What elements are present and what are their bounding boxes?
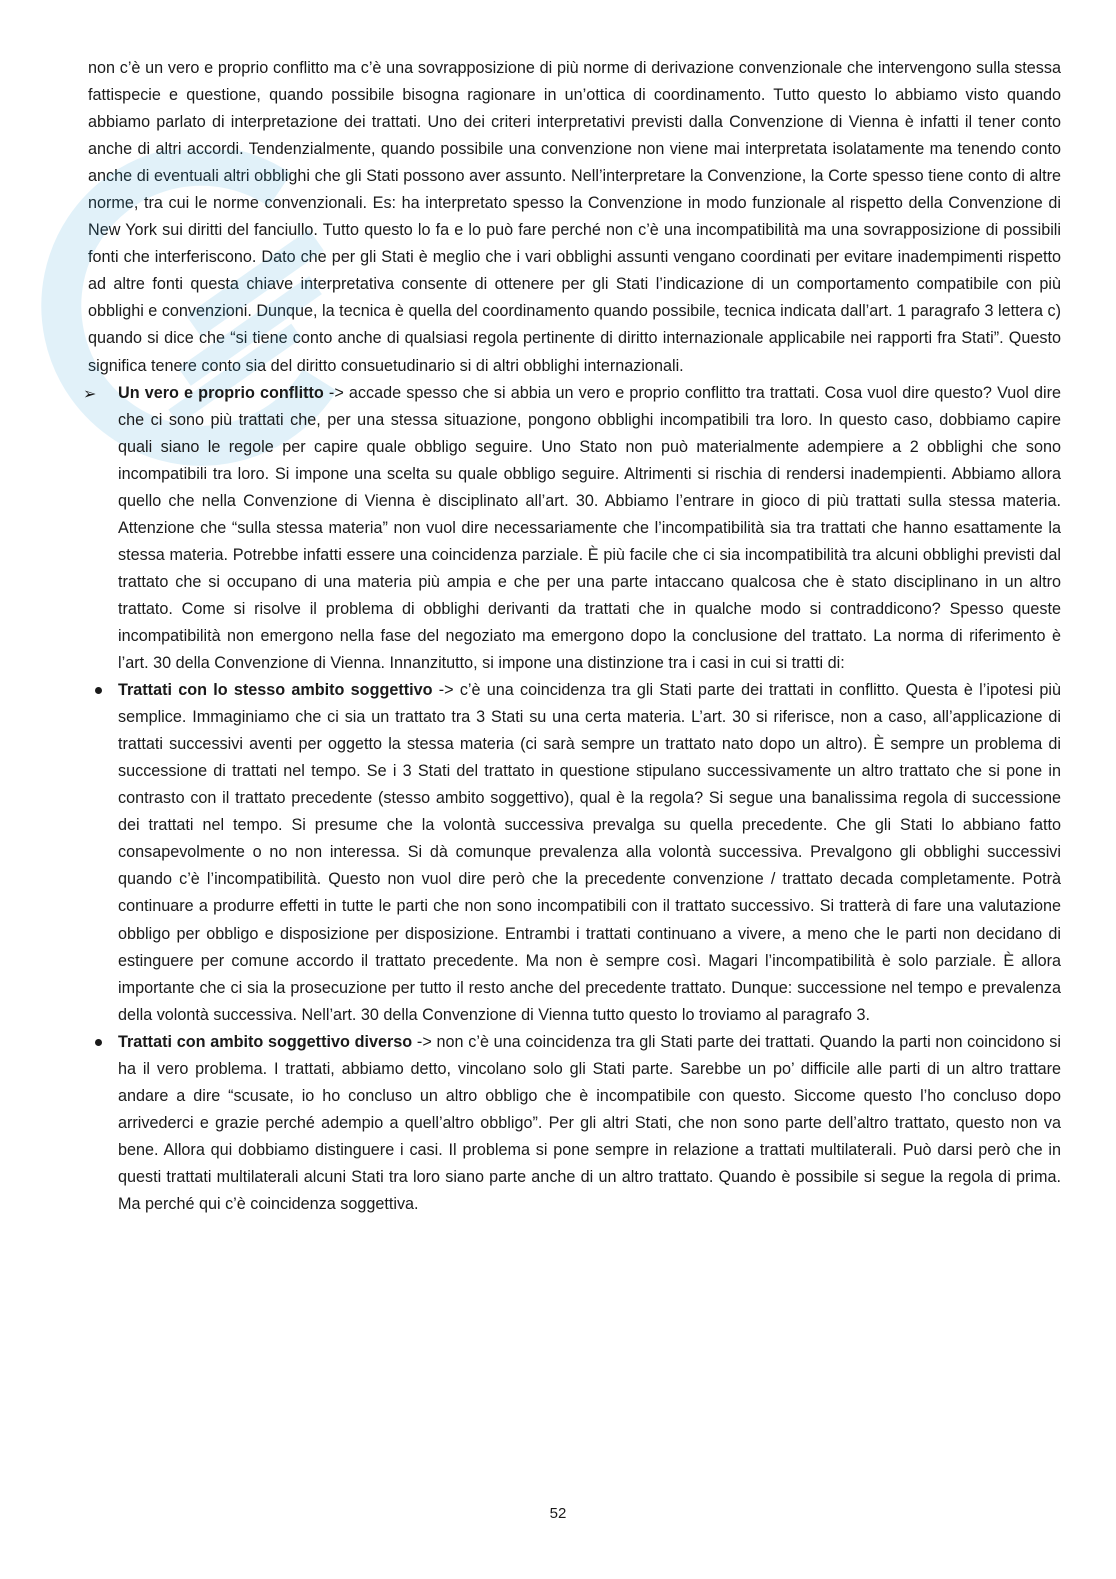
same-scope-heading: Trattati con lo stesso ambito soggettivo (118, 681, 433, 700)
different-scope-text: -> non c’è una coincidenza tra gli Stati parte dei trattati. Quando la parti non coincidono si ha il vero problema. I trattati, abbiamo detto, vincolano solo gli Stati parte. Sarebbe un po’ difficile alle parti di un altro trattare andare a dire “scusate, io ho concluso un altro obbligo che è incompatibile con questo. Siccome questo l’ho concluso dopo arrivederci e grazie perché adempio a quell’altro obbligo”. Per gli altri Stati, che non sono parte dell’altro trattato, questo non va bene. Allora qui dobbiamo distinguere i casi. Il problema si pone sempre in relazione a trattati multilaterali. Può darsi però che in questi trattati multilaterali alcuni Stati tra loro siano parte anche di un altro trattato. Quando è possibile si segue la regola di prima. Ma perché qui c’è coincidenza soggettiva. (118, 1032, 1062, 1213)
same-scope-bullet (118, 677, 1061, 1029)
conflict-heading: Un vero e proprio conflitto (118, 383, 324, 402)
conflict-text: -> accade spesso che si abbia un vero e proprio conflitto tra trattati. Cosa vuol dire questo? Vuol dire che ci sono più trattati che, per una stessa situazione, pongono obblighi incompatibili tra loro. In questo caso, dobbiamo capire quali siano le regole per capire quale obbligo seguire. Uno Stato non può materialmente adempiere a 2 obblighi che sono incompatibili tra loro. Si impone una scelta su quale obbligo seguire. Altrimenti si rischia di rendersi inadempienti. Abbiamo allora quello che nella Convenzione di Vienna è disciplinato all’art. 30. Abbiamo l’entrare in gioco di più trattati sulla stessa materia. Attenzione che “sulla stessa materia” non vuol dire necessariamente che l’incompatibilità sia tra trattati che hanno esattamente la stessa materia. Potrebbe infatti essere una coincidenza parziale. È più facile che ci sia incompatibilità tra alcuni obblighi previsti dal trattato che si occupano di una materia più ampia e che per una parte intaccano qualcosa che è stato disciplinano in un altro trattato. Come si risolve il problema di obblighi derivanti da trattati che in qualche modo si contraddicono? Spesso queste incompatibilità non emergono nella fase del negoziato ma emergono dopo la conclusione del trattato. La norma di riferimento è l’art. 30 della Convenzione di Vienna. Innanzitutto, si impone una distinzione tra i casi in cui si tratti di: (118, 383, 1061, 673)
page-number: 52 (549, 1505, 567, 1522)
intro-paragraph: non c’è un vero e proprio conflitto ma c’è una sovrapposizione di più norme di derivazione convenzionale che intervengono sulla stessa fattispecie e questione, quando possibile bisogna ragionare in un’ottica di coordinamento. Tutto questo lo abbiamo visto quando abbiamo parlato di interpretazione dei trattati. Uno dei criteri interpretativi previsti dalla Convenzione di Vienna è infatti il tener conto anche di altri accordi. Tendenzialmente, quando possibile una convenzione non viene mai interpretata isolatamente ma tenendo conto anche di eventuali altri obblighi che gli Stati possono aver assunto. Nell’interpretare la Convenzione, la Corte spesso tiene conto di altre norme, tra cui le norme convenzionali. Es: ha interpretato spesso la Convenzione in modo funzionale al rispetto della Convenzione di New York sui diritti del fanciullo. Tutto questo lo fa e lo può fare perché non c’è una incompatibilità ma una sovrapposizione di possibili fonti che interferiscono. Dato che per gli Stati è meglio che i vari obblighi assunti vengano coordinati per evitare inadempimenti rispetto ad altre fonti questa chiave interpretativa consente di ottenere per gli Stati l’indicazione di un comportamento compatibile con più obblighi e convenzioni. Dunque, la tecnica è quella del coordinamento quando possibile, tecnica indicata dall’art. 1 paragrafo 3 lettera c) quando si dice che “si tiene conto anche di qualsiasi regola pertinente di diritto internazionale applicabile nei rapporti fra Stati”. Questo significa tenere conto sia del diritto consuetudinario si di altri obblighi internazionali. (88, 59, 1061, 375)
same-scope-text: -> c’è una coincidenza tra gli Stati parte dei trattati in conflitto. Questa è l’ipotesi più semplice. Immaginiamo che ci sia un trattato tra 3 Stati su una certa materia. L’art. 30 si riferisce, non a caso, all’applicazione di trattati successivi aventi per oggetto la stessa materia (ci sarà sempre un trattato nato dopo un altro). È sempre un problema di successione di trattati nel tempo. Se i 3 Stati del trattato in questione stipulano successivamente un altro trattato che si pone in contrasto con il trattato precedente (stesso ambito soggettivo), qual è la regola? Si segue una banalissima regola di successione dei trattati nel tempo. Si presume che la volontà successiva prevalga su quella precedente. Che gli Stati lo abbiano fatto consapevolmente o no non interessa. Si dà comunque prevalenza alla volontà successiva. Prevalgono gli obblighi successivi quando c’è l’incompatibilità. Questo non vuol dire però che la precedente convenzione / trattato decada completamente. Potrà continuare a produrre effetti in tutte le parti che non sono incompatibili con il trattato successivo. Si tratterà di fare una valutazione obbligo per obbligo e disposizione per disposizione. Entrambi i trattati continuano a vivere, a meno che le parti non decidano di estinguere per comune accordo il trattato precedente. Ma non è sempre così. Magari l’incompatibilità è solo parziale. È allora importante che ci sia la prosecuzione per tutto il resto anche del precedente trattato. Dunque: successione nel tempo e prevalenza della volontà successiva. Nell’art. 30 della Convenzione di Vienna tutto questo lo troviamo al paragrafo 3. (118, 681, 1061, 1024)
different-scope-heading: Trattati con ambito soggettivo diverso (118, 1032, 413, 1051)
different-scope-bullet (118, 1029, 1061, 1218)
conflict-bullet (118, 380, 1061, 678)
